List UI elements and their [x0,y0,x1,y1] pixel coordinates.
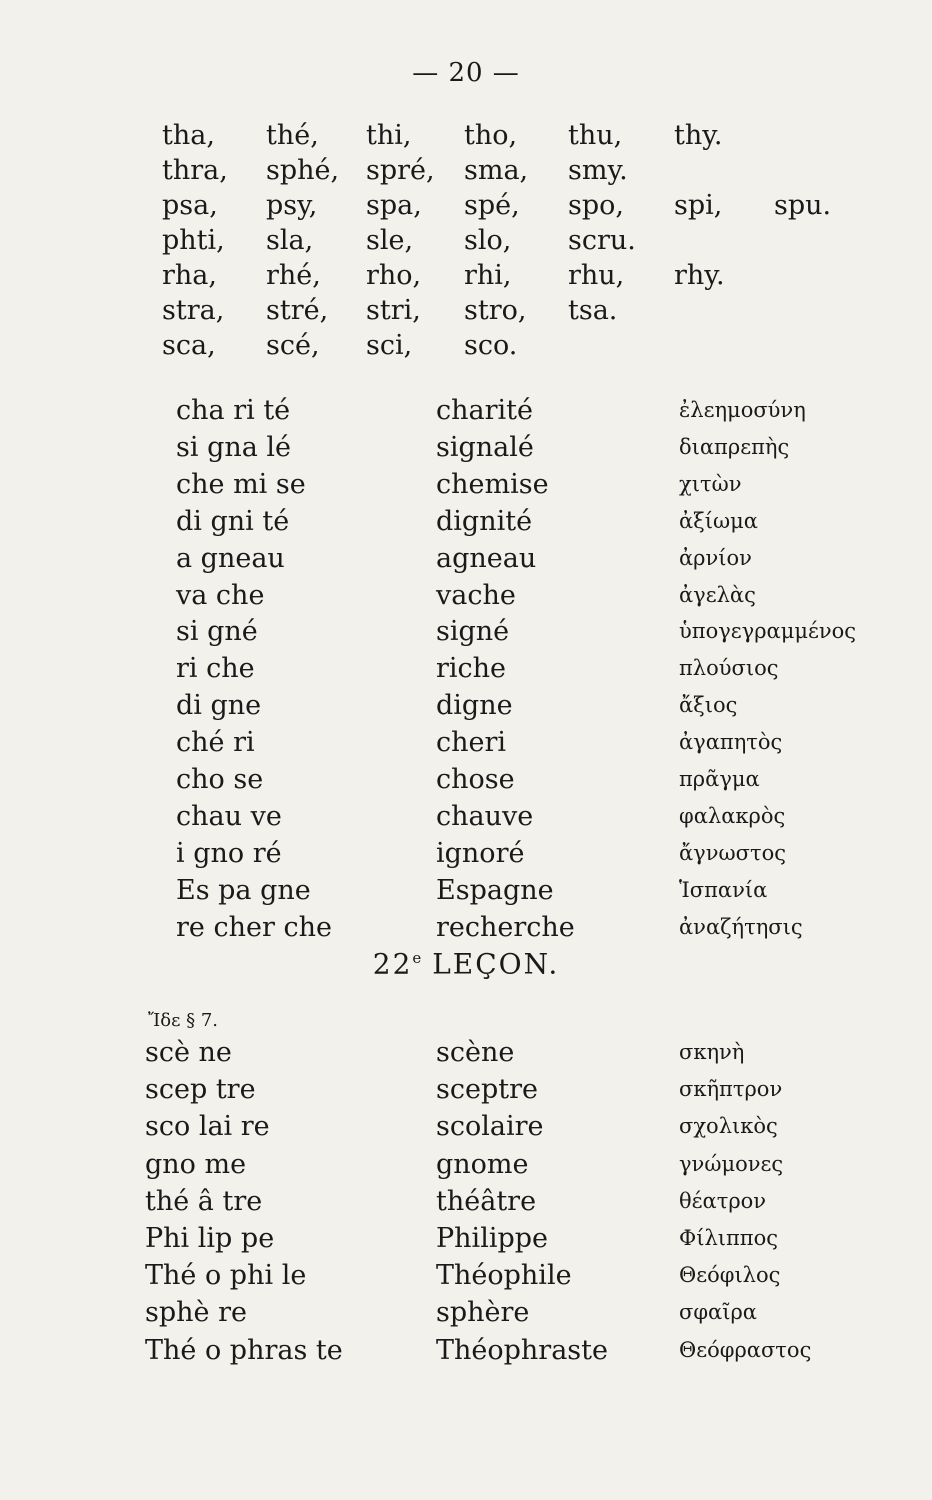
french-word: chemise [436,468,549,500]
greek-translation: ἄγνωστος [679,840,786,865]
syllable: sca, [162,330,216,361]
syllable-split: Thé o phi le [145,1260,307,1292]
french-word: charité [436,395,533,426]
syllable-split: Thé o phras te [145,1334,343,1366]
greek-translation: σχολικὸς [679,1114,778,1139]
syllable: sphé, [266,155,340,186]
word-row [0,798,932,835]
greek-translation: ἀναζήτησις [679,914,803,939]
syllable-split: si gna lé [176,431,292,463]
greek-translation: ὑπογεγραμμένος [679,619,857,644]
syllable-split: ri che [176,653,255,685]
greek-translation: Θεόφραστος [679,1337,812,1362]
french-word: cheri [436,727,507,759]
word-row [0,761,932,798]
syllable-split: si gné [176,616,258,648]
syllable: scé, [266,330,320,361]
word-row [0,392,932,429]
french-word: sphère [436,1297,530,1329]
syllable: tha, [162,120,215,151]
greek-translation: ἀγελὰς [679,582,756,607]
syllable: slo, [464,225,512,256]
word-row [0,1220,932,1257]
syllable-row [162,153,854,188]
syllable: rhu, [568,260,625,291]
french-word: vache [436,579,516,611]
french-word: signalé [436,431,534,463]
syllable: phti, [162,225,225,256]
syllable: smy. [568,155,628,186]
syllable-split: scè ne [145,1037,232,1068]
syllable: rho, [366,260,422,291]
syllable: stré, [266,295,329,326]
syllable: rhy. [674,260,725,291]
syllable: psy, [266,190,318,221]
syllable: psa, [162,190,218,221]
syllable-row [162,188,854,223]
greek-translation: θέατρον [679,1188,767,1213]
lesson-number: 22 [372,947,413,981]
french-word: dignité [436,505,533,537]
french-word: Théophraste [436,1334,608,1366]
greek-translation: πρᾶγμα [679,767,760,791]
greek-translation: Ἱσπανία [679,877,768,902]
syllable-split: Phi lip pe [145,1223,275,1254]
french-word: théâtre [436,1185,537,1217]
greek-translation: σκῆπτρον [679,1077,783,1102]
section-reference: Ἴδε § 7. [148,1010,219,1031]
syllable: sci, [366,330,413,361]
greek-translation: χιτὼν [679,471,742,496]
syllable-row [162,328,854,363]
syllable: thé, [266,120,319,151]
greek-translation: ἀρνίον [679,545,752,570]
french-word: Philippe [436,1223,549,1254]
syllable-row [162,118,854,153]
greek-translation: Θεόφιλος [679,1263,781,1288]
syllable: tho, [464,120,518,151]
syllable-split: cho se [176,764,264,795]
word-row [0,429,932,466]
word-row [0,540,932,577]
word-row [0,577,932,614]
syllable: scru. [568,225,636,256]
syllable-row [162,293,854,328]
word-row [0,466,932,503]
syllable: stra, [162,295,225,326]
syllable: sma, [464,155,529,186]
word-row [0,1146,932,1183]
french-word: digne [436,690,513,722]
syllable: stri, [366,295,421,326]
syllable: tsa. [568,295,618,326]
syllable: rha, [162,260,217,291]
syllable-split: a gneau [176,542,285,574]
lesson-heading [0,938,932,984]
greek-translation: Φίλιππος [679,1226,779,1250]
word-row [0,1183,932,1220]
greek-translation: ἀξίωμα [679,508,758,533]
word-row [0,613,932,650]
word-row [0,1257,932,1294]
greek-translation: φαλακρὸς [679,803,786,828]
french-word: agneau [436,542,537,574]
syllable: stro, [464,295,527,326]
syllable-split: chau ve [176,800,282,832]
word-row [0,1332,932,1369]
greek-translation: πλούσιος [679,656,779,681]
syllable: sle, [366,225,414,256]
syllable: spa, [366,190,422,221]
greek-translation: σφαῖρα [679,1300,757,1325]
french-word: scène [436,1037,515,1068]
french-word: signé [436,616,510,648]
syllable-row [162,223,854,258]
syllable: rhi, [464,260,512,291]
word-row [0,503,932,540]
greek-translation: διαπρεπὴς [679,434,790,459]
syllable-split: sphè re [145,1297,247,1329]
french-word: recherche [436,911,575,943]
greek-translation: σκηνὴ [679,1040,745,1064]
greek-translation: γνώμονες [679,1151,784,1176]
greek-translation: ἀγαπητὸς [679,730,783,755]
french-word: gnome [436,1148,529,1180]
syllable-split: sco lai re [145,1111,270,1143]
word-row [0,1108,932,1145]
syllable: spré, [366,155,435,186]
french-word: riche [436,653,507,685]
syllable-split: che mi se [176,468,306,500]
syllable: sco. [464,330,518,361]
syllable-split: thé â tre [145,1185,263,1217]
syllable-split: i gno ré [176,837,282,869]
syllable-split: scep tre [145,1074,256,1106]
word-row [0,1034,932,1071]
syllable-split: di gni té [176,505,290,537]
syllable-split: Es pa gne [176,874,311,906]
syllable: spi, [674,190,723,221]
french-word: chose [436,764,515,795]
syllable-split: va che [176,579,265,611]
word-row [0,1294,932,1331]
syllable-table [162,118,854,363]
french-word: scolaire [436,1111,544,1143]
french-word: ignoré [436,837,525,869]
french-word: sceptre [436,1074,538,1106]
page-number: — 20 — [412,58,520,88]
word-row [0,650,932,687]
lesson-number-suffix: e [412,949,422,967]
word-row [0,872,932,909]
french-word: chauve [436,800,534,832]
greek-translation: ἐλεημοσύνη [679,398,806,422]
syllable: thy. [674,120,723,151]
french-word: Théophile [436,1260,572,1292]
syllable: spu. [774,190,832,221]
syllable-split: di gne [176,690,262,722]
syllable: thi, [366,120,412,151]
word-row [0,687,932,724]
syllable: spé, [464,190,520,221]
syllable: thra, [162,155,228,186]
greek-translation: ἄξιος [679,693,738,718]
word-row [0,835,932,872]
syllable-row [162,258,854,293]
syllable: thu, [568,120,623,151]
syllable-split: re cher che [176,911,332,943]
lesson-title: LEÇON. [432,947,560,981]
syllable: rhé, [266,260,321,291]
syllable-split: cha ri té [176,395,291,426]
word-row [0,1071,932,1108]
syllable-split: ché ri [176,727,255,759]
syllable: spo, [568,190,624,221]
syllable: sla, [266,225,314,256]
syllable-split: gno me [145,1148,247,1180]
french-word: Espagne [436,874,554,906]
word-row [0,724,932,761]
